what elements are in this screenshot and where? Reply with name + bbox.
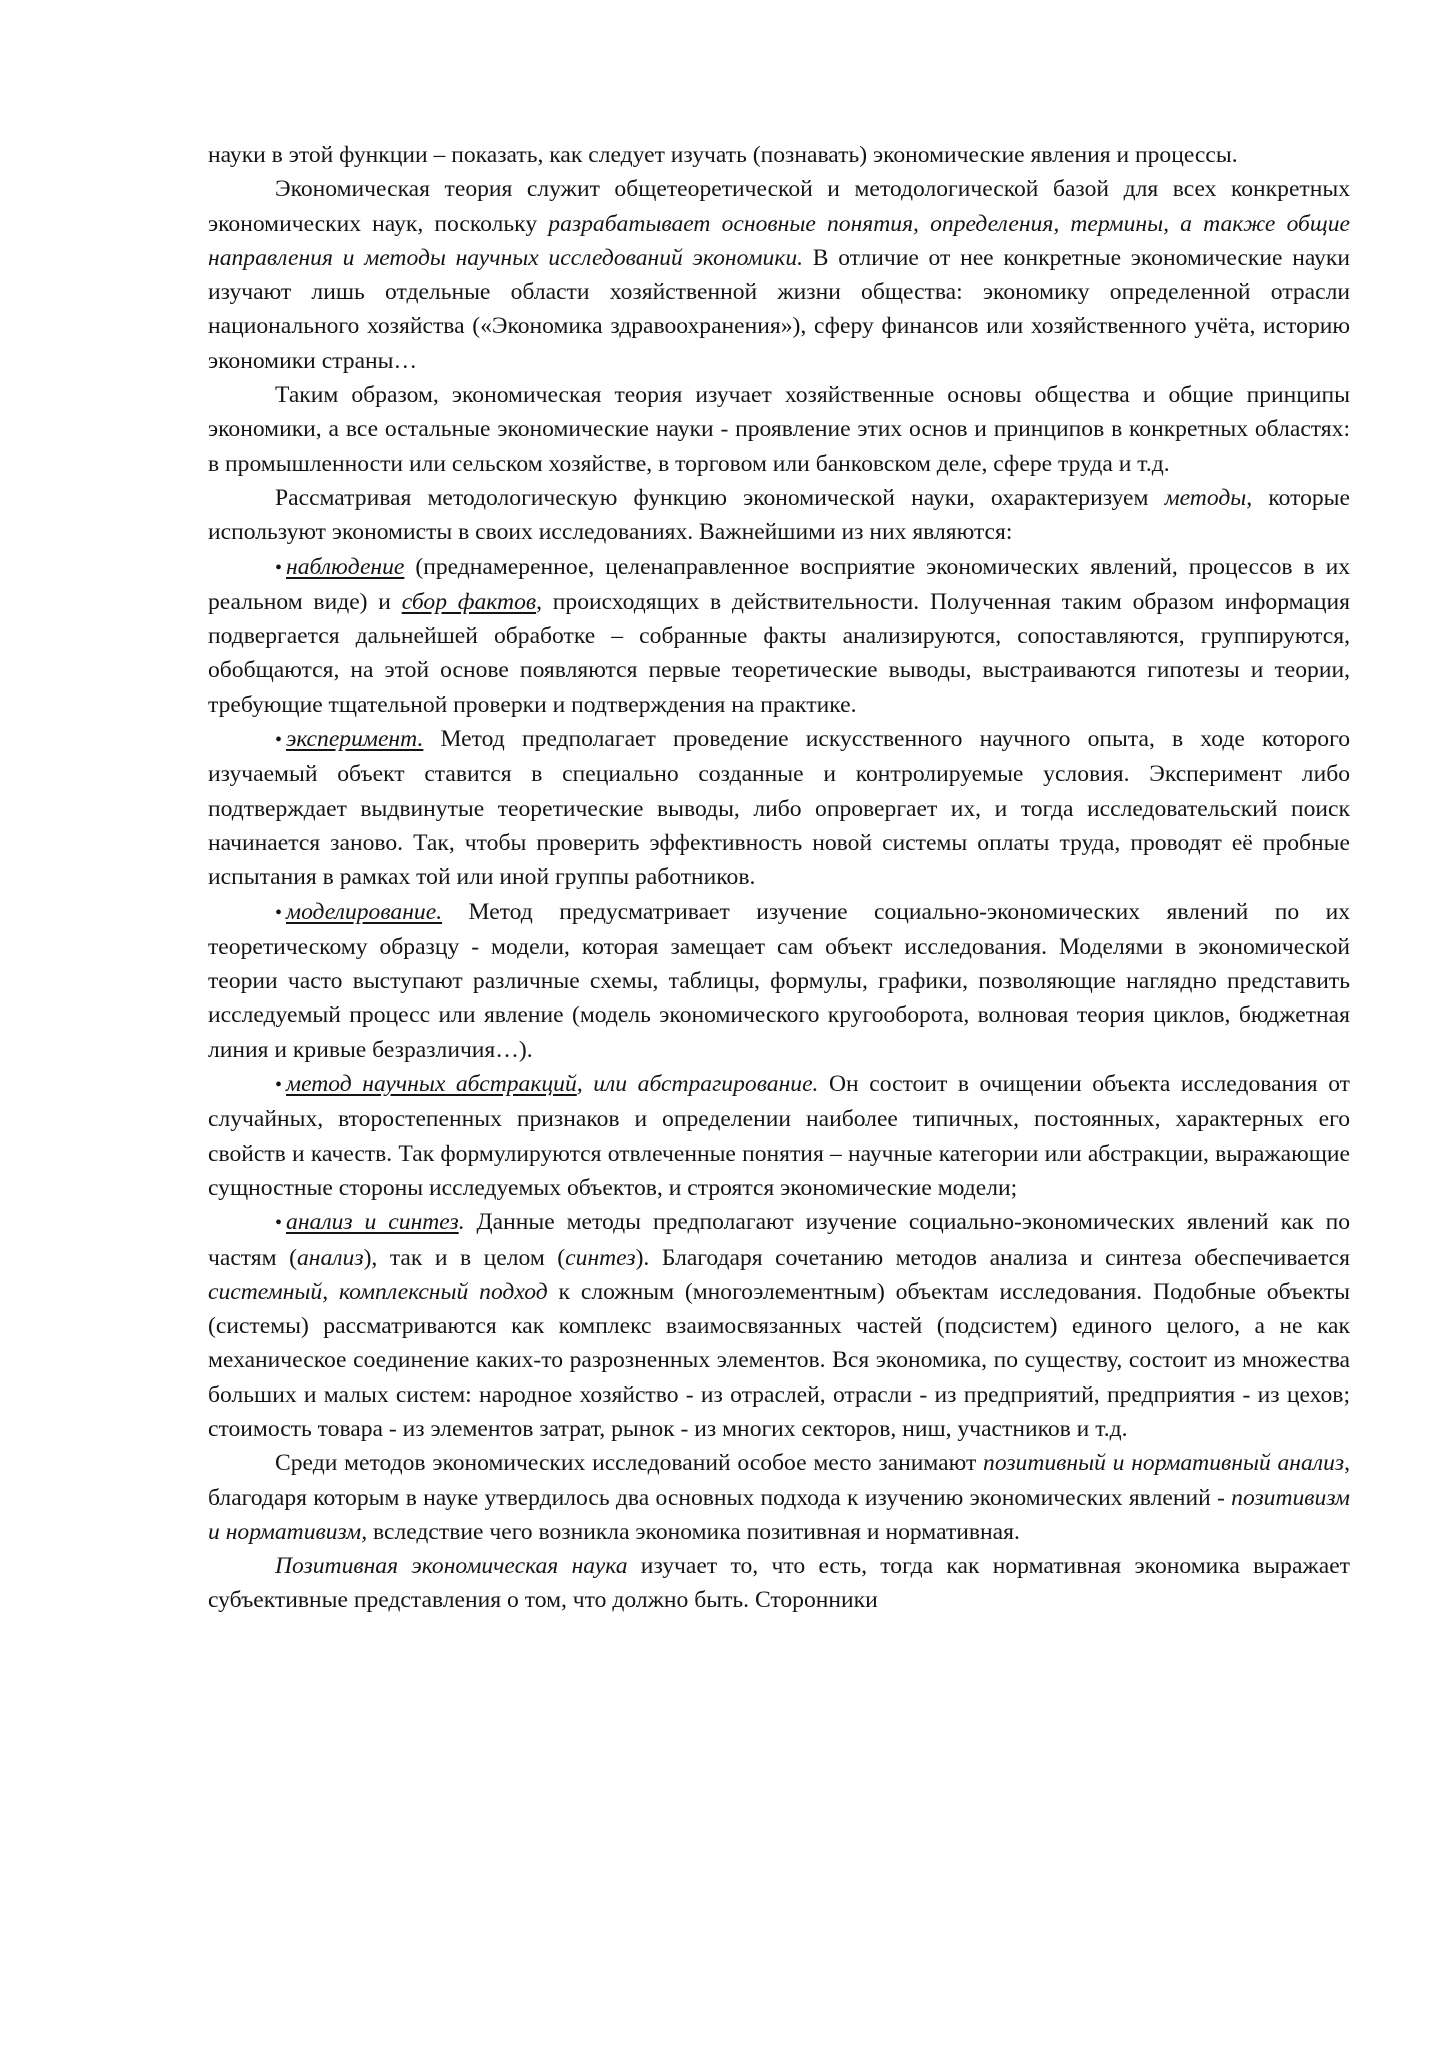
list-item-abstraction: • метод научных абстракций, или абстрагирование. Он состоит в очищении объекта исследования от случайных, второстепенных признаков и определении наиболее типичных, постоянных, характерных его свойств и качеств. Так формулируются отвлеченные понятия – научные категории или абстракции, выражающие сущностные стороны исследуемых объектов, и строятся экономические модели; — [208, 1071, 1350, 1201]
bullet-icon: • — [275, 729, 283, 752]
paragraph-positive-normative: Среди методов экономических исследований особое место занимают позитивный и нормативный анализ, благодаря которым в науке утвердилось два основных подхода к изучению экономических явлений - позитивизм и нормативизм, вследствие чего возникла экономика позитивная и нормативная. — [208, 1450, 1350, 1545]
document-page — [208, 138, 1350, 1618]
paragraph-economic-theory: Экономическая теория служит общетеоретической и методологической базой для всех конкретных экономических наук, поскольку разрабатывает основные понятия, определения, термины, а также общие направления и методы научных исследований экономики. В отличие от нее конкретные экономические науки изучают лишь отдельные области хозяйственной жизни общества: экономику определенной отрасли национального хозяйства («Экономика здравоохранения»), сферу финансов или хозяйственного учёта, историю экономики страны… — [208, 176, 1350, 374]
bullet-icon: • — [275, 1074, 283, 1097]
list-item-experiment: • эксперимент. Метод предполагает проведение искусственного научного опыта, в ходе которого изучаемый объект ставится в специально созданные и контролируемые условия. Эксперимент либо подтверждает выдвинутые теоретические выводы, либо опровергает их, и тогда исследовательский поиск начинается заново. Так, чтобы проверить эффективность новой системы оплаты труда, проводят её пробные испытания в рамках той или иной группы работников. — [208, 726, 1350, 891]
paragraph-thus: Таким образом, экономическая теория изучает хозяйственные основы общества и общие принципы экономики, а все остальные экономические науки - проявление этих основ и принципов в конкретных областях: в промышленности или сельском хозяйстве, в торговом или банковском деле, сфере труда и т.д. — [208, 382, 1350, 477]
paragraph-positive-science: Позитивная экономическая наука изучает то, что есть, тогда как нормативная экономика выражает субъективные представления о том, что должно быть. Сторонники — [208, 1553, 1350, 1614]
paragraph-intro: науки в этой функции – показать, как следует изучать (познавать) экономические явления и процессы. — [208, 142, 1238, 168]
list-item-modeling: • моделирование. Метод предусматривает изучение социально-экономических явлений по их теоретическому образцу - модели, которая замещает сам объект исследования. Моделями в экономической теории часто выступают различные схемы, таблицы, формулы, графики, позволяющие наглядно представить исследуемый процесс или явление (модель экономического кругооборота, волновая теория циклов, бюджетная линия и кривые безразличия…). — [208, 898, 1350, 1063]
paragraph-methods-intro: Рассматривая методологическую функцию экономической науки, охарактеризуем методы, которые используют экономисты в своих исследованиях. Важнейшими из них являются: — [208, 484, 1350, 546]
list-item-analysis-synthesis: • анализ и синтез. Данные методы предполагают изучение социально-экономических явлений как по частям (анализ), так и в целом (синтез). Благодаря сочетанию методов анализа и синтеза обеспечивается системный, комплексный подход к сложным (многоэлементным) объектам исследования. Подобные объекты (системы) рассматриваются как комплекс взаимосвязанных частей (подсистем) единого целого, а не как механическое соединение каких-то разрозненных элементов. Вся экономика, по существу, состоит из множества больших и малых систем: народное хозяйство - из отраслей, отрасли - из предприятий, предприятия - из цехов; стоимость товара - из элементов затрат, рынок - из многих секторов, ниш, участников и т.д. — [208, 1209, 1351, 1442]
bullet-icon: • — [275, 1212, 283, 1235]
list-item-observation: • наблюдение (преднамеренное, целенаправленное восприятие экономических явлений, процессов в их реальном виде) и сбор фактов, происходящих в действительности. Полученная таким образом информация подвергается дальнейшей обработке – собранные факты анализируются, сопоставляются, группируются, обобщаются, на этой основе появляются первые теоретические выводы, выстраиваются гипотезы и теории, требующие тщательной проверки и подтверждения на практике. — [208, 553, 1350, 718]
bullet-icon: • — [275, 556, 283, 579]
bullet-icon: • — [275, 901, 283, 924]
